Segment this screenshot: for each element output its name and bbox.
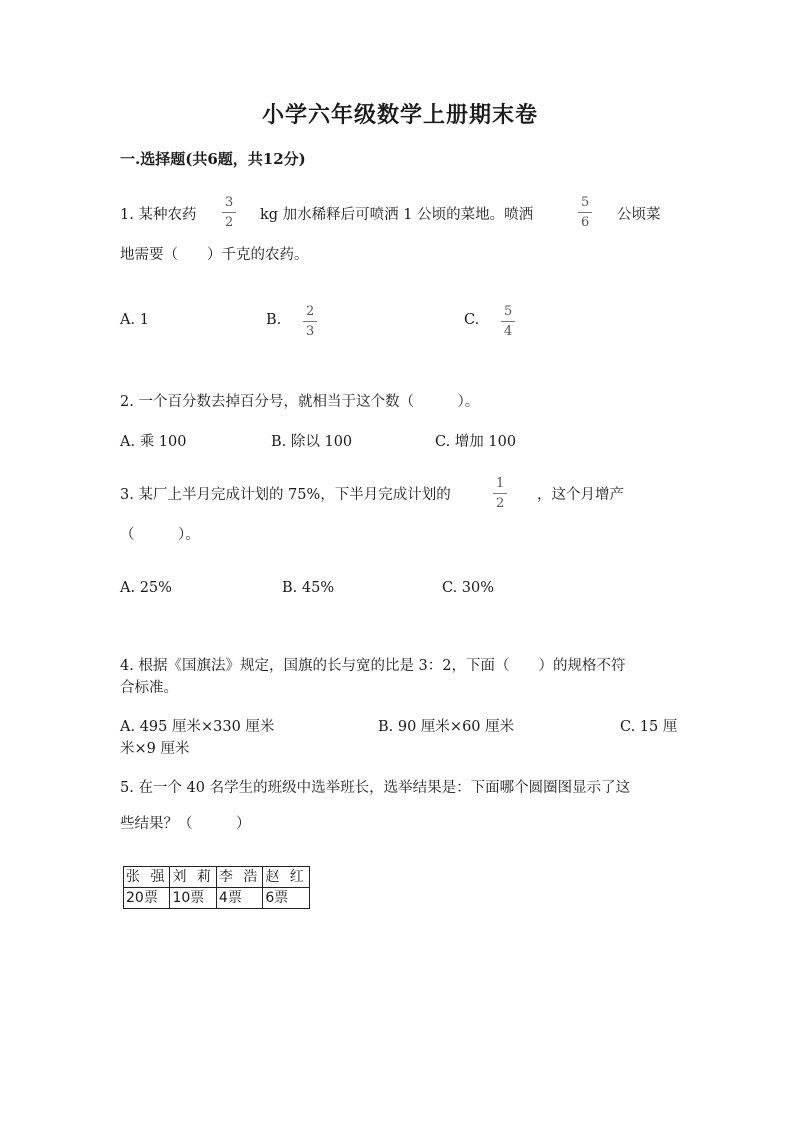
- q3-text-part2: ，这个月增产: [537, 487, 624, 503]
- table-header-cell: 刘 莉: [170, 867, 216, 888]
- q1-option-b-numerator: 2: [306, 304, 315, 319]
- q3-text-line2: （ ）。: [120, 527, 200, 543]
- q3-fraction-denominator: 2: [496, 496, 505, 511]
- q2-option-a: A. 乘 100: [120, 434, 187, 450]
- q4-option-c-continued: 米×9 厘米: [120, 741, 190, 757]
- q2-option-c: C. 增加 100: [435, 434, 517, 450]
- q4-option-b: B. 90 厘米×60 厘米: [378, 719, 515, 735]
- q2-text: 2. 一个百分数去掉百分号，就相当于这个数（ ）。: [120, 394, 480, 410]
- table-row: [124, 888, 310, 909]
- q3-option-b: B. 45%: [282, 580, 335, 596]
- q3-fraction-numerator: 1: [496, 476, 505, 491]
- q3-text-part1: 3. 某厂上半月完成计划的 75%，下半月完成计划的: [120, 487, 451, 503]
- q4-option-c: C. 15 厘: [620, 719, 678, 735]
- q1-option-c-numerator: 5: [504, 304, 513, 319]
- q3-option-a: A. 25%: [120, 580, 172, 596]
- q1-fraction-1: [222, 196, 236, 229]
- section-heading: 一.选择题(共6题，共12分): [120, 150, 306, 168]
- q1-option-a: A. 1: [120, 312, 149, 328]
- q1-text-part3: 公顷菜: [617, 207, 661, 223]
- q3-option-c: C. 30%: [442, 580, 495, 596]
- table-header-cell: 李 浩: [216, 867, 262, 888]
- q5-text-line2: 些结果？（ ）: [120, 816, 251, 832]
- q1-fraction-2-denominator: 6: [581, 215, 590, 230]
- q2-option-b: B. 除以 100: [271, 434, 353, 450]
- table-cell: 6票: [263, 888, 309, 909]
- q1-option-c-fraction: [501, 305, 515, 338]
- q1-fraction-2-numerator: 5: [581, 195, 590, 210]
- q3-fraction: [493, 477, 507, 510]
- table-header-cell: 张 强: [124, 867, 170, 888]
- q1-fraction-1-denominator: 2: [225, 215, 234, 230]
- table-cell: 4票: [216, 888, 262, 909]
- q1-option-b-fraction: [303, 305, 317, 338]
- q5-text-line1: 5. 在一个 40 名学生的班级中选举班长，选举结果是：下面哪个圆圈图显示了这: [120, 780, 631, 796]
- q1-fraction-1-numerator: 3: [225, 195, 234, 210]
- q1-option-b-denominator: 3: [306, 324, 315, 339]
- q4-option-a: A. 495 厘米×330 厘米: [120, 719, 275, 735]
- table-cell: 20票: [124, 888, 170, 909]
- table-cell: 10票: [170, 888, 216, 909]
- q1-option-c: C.: [464, 312, 480, 328]
- q1-option-c-denominator: 4: [504, 324, 513, 339]
- q4-text-line2: 合标准。: [120, 680, 178, 696]
- vote-results-table: [123, 866, 310, 909]
- q1-fraction-2: [578, 196, 592, 229]
- q4-text-line1: 4. 根据《国旗法》规定，国旗的长与宽的比是 3：2，下面（ ）的规格不符: [120, 658, 626, 674]
- table-header-cell: 赵 红: [263, 867, 309, 888]
- q1-text-part2: kg 加水稀释后可喷洒 1 公顷的菜地。喷洒: [260, 207, 534, 223]
- q1-text-line2: 地需要（ ）千克的农药。: [120, 247, 309, 263]
- table-row: [124, 867, 310, 888]
- q1-text-part1: 1. 某种农药: [120, 207, 197, 223]
- page-title: 小学六年级数学上册期末卷: [261, 102, 538, 128]
- q1-option-b: B.: [266, 312, 282, 328]
